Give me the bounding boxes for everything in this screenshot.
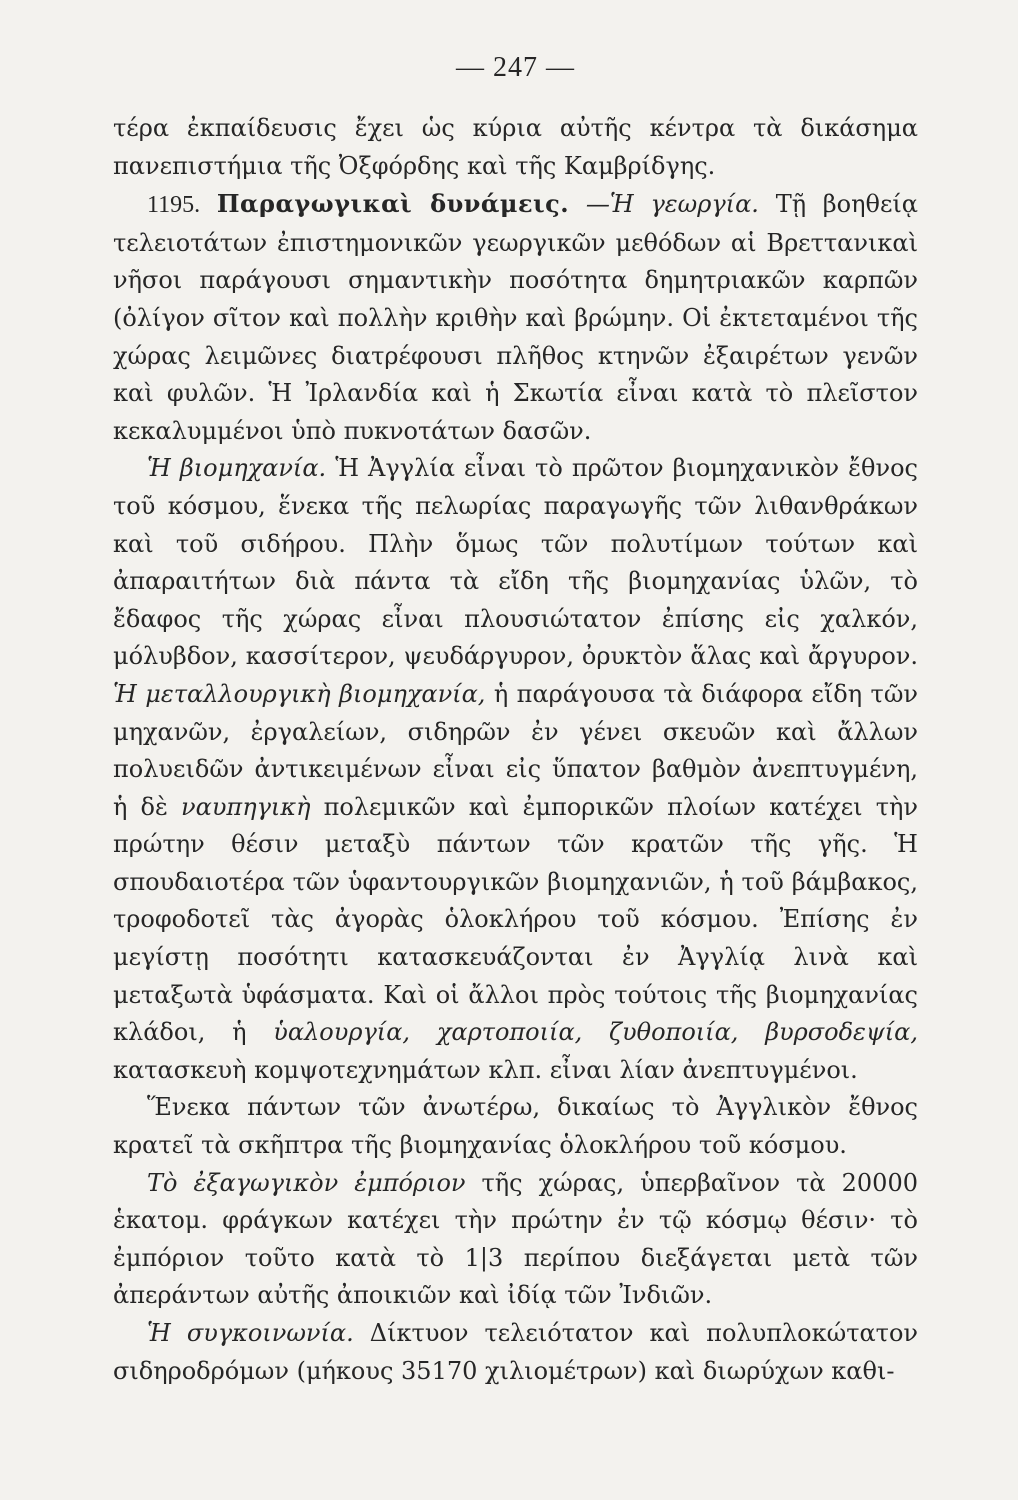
communication-label: Ἡ συγκοινωνία.: [147, 1319, 354, 1347]
trade-text: τῆς χώρας, ὑπερβαῖνον τὰ 20000 ἑκατομ. φράγκων κατέχει τὴν πρώτην ἐν τῷ κόσμῳ θέσιν· τὸ ἐμπόριον τοῦτο κατὰ τὸ 1|3 περίπου διεξάγεται μετὰ τῶν ἀπεράντων αὐτῆς ἀποικιῶν καὶ ἰδίᾳ τῶν Ἰνδιῶν.: [113, 1168, 918, 1310]
page-number: — 247 —: [456, 52, 575, 83]
section-title: Παραγωγικαὶ δυνάμεις.: [216, 189, 570, 219]
section-paragraph-agriculture: [113, 185, 918, 450]
trade-paragraph: [113, 1165, 918, 1315]
industry-branches-label: ὑαλουργία, χαρτοποιία, ζυθοποιία, βυρσοδεψία,: [273, 1018, 918, 1047]
industry-text-b: ἡ παράγουσα τὰ διάφορα εἴδη τῶν μηχανῶν, ἐργαλείων, σιδηρῶν ἐν γένει σκευῶν καὶ ἄλλων πολυειδῶν ἀντικειμένων εἶναι εἰς ὕπατον βαθμὸν ἀνεπτυγμένη, ἡ δὲ: [113, 679, 918, 821]
metal-industry-label: Ἡ μεταλλουργικὴ βιομηχανία,: [113, 679, 486, 708]
agriculture-text: Τῇ βοηθείᾳ τελειοτάτων ἐπιστημονικῶν γεωργικῶν μεθόδων αἱ Βρεττανικαὶ νῆσοι παράγουσι σημαντικὴν ποσότητα δημητριακῶν καρπῶν (ὀλίγον σῖτον καὶ πολλὴν κριθὴν καὶ βρώμην. Οἱ ἐκτεταμένοι τῆς χώρας λειμῶνες διατρέφουσι πλῆθος κτηνῶν ἐξαιρέτων γενῶν καὶ φυλῶν. Ἡ Ἰρλανδία καὶ ἡ Σκωτία εἶναι κατὰ τὸ πλεῖστον κεκαλυμμένοι ὑπὸ πυκνοτάτων δασῶν.: [113, 190, 919, 445]
communication-text: Δίκτυον τελειότατον καὶ πολυπλοκώτατον σιδηροδρόμων (μήκους 35170 χιλιομέτρων) καὶ διωρύχων καθι-: [113, 1319, 918, 1385]
industry-paragraph: [113, 450, 918, 1089]
industry-text-a: Ἡ Ἀγγλία εἶναι τὸ πρῶτον βιομηχανικὸν ἔθνος τοῦ κόσμου, ἕνεκα τῆς πελωρίας παραγωγῆς τῶν λιθανθράκων καὶ τοῦ σιδήρου. Πλὴν ὅμως τῶν πολυτίμων τούτων καὶ ἀπαραιτήτων διὰ πάντα τὰ εἴδη τῆς βιομηχανίας ὑλῶν, τὸ ἔδαφος τῆς χώρας εἶναι πλουσιώτατον ἐπίσης εἰς χαλκόν, μόλυβδον, κασσίτερον, ψευδάργυρον, ὀρυκτὸν ἅλας καὶ ἄργυρον.: [113, 454, 918, 671]
conclusion-paragraph: Ἕνεκα πάντων τῶν ἀνωτέρω, δικαίως τὸ Ἀγγλικὸν ἔθνος κρατεῖ τὰ σκῆπτρα τῆς βιομηχανίας ὁλοκλήρου τοῦ κόσμου.: [113, 1093, 918, 1160]
shipbuilding-label: ναυπηγικὴ: [181, 792, 311, 821]
communication-paragraph: [113, 1315, 918, 1390]
industry-label: Ἡ βιομηχανία.: [147, 454, 327, 483]
industry-text-c: πολεμικῶν καὶ ἐμπορικῶν πλοίων κατέχει τὴν πρώτην θέσιν μεταξὺ πάντων τῶν κρατῶν τῆς γῆς. Ἡ σπουδαιοτέρα τῶν ὑφαντουργικῶν βιομηχανιῶν, ἡ τοῦ βάμβακος, τροφοδοτεῖ τὰς ἀγορὰς ὁλοκλήρου τοῦ κόσμου. Ἐπίσης ἐν μεγίστῃ ποσότητι κατασκευάζονται ἐν Ἀγγλίᾳ λινὰ καὶ μεταξωτὰ ὑφάσματα. Καὶ οἱ ἄλλοι πρὸς τούτοις τῆς βιομηχανίας κλάδοι, ἡ: [113, 792, 918, 1047]
section-number: 1195.: [147, 192, 201, 219]
industry-text-d: κατασκευὴ κομψοτεχνημάτων κλπ. εἶναι λίαν ἀνεπτυγμένοι.: [113, 1055, 858, 1084]
agriculture-label: —Ἡ γεωργία.: [585, 190, 759, 219]
trade-label: Τὸ ἐξαγωγικὸν ἐμπόριον: [147, 1168, 466, 1197]
body-text: [113, 110, 918, 1390]
intro-paragraph: τέρα ἐκπαίδευσις ἔχει ὡς κύρια αὐτῆς κέντρα τὰ δικάσημα πανεπιστήμια τῆς Ὀξφόρδης καὶ τῆς Καμβρίδγης.: [113, 114, 918, 180]
